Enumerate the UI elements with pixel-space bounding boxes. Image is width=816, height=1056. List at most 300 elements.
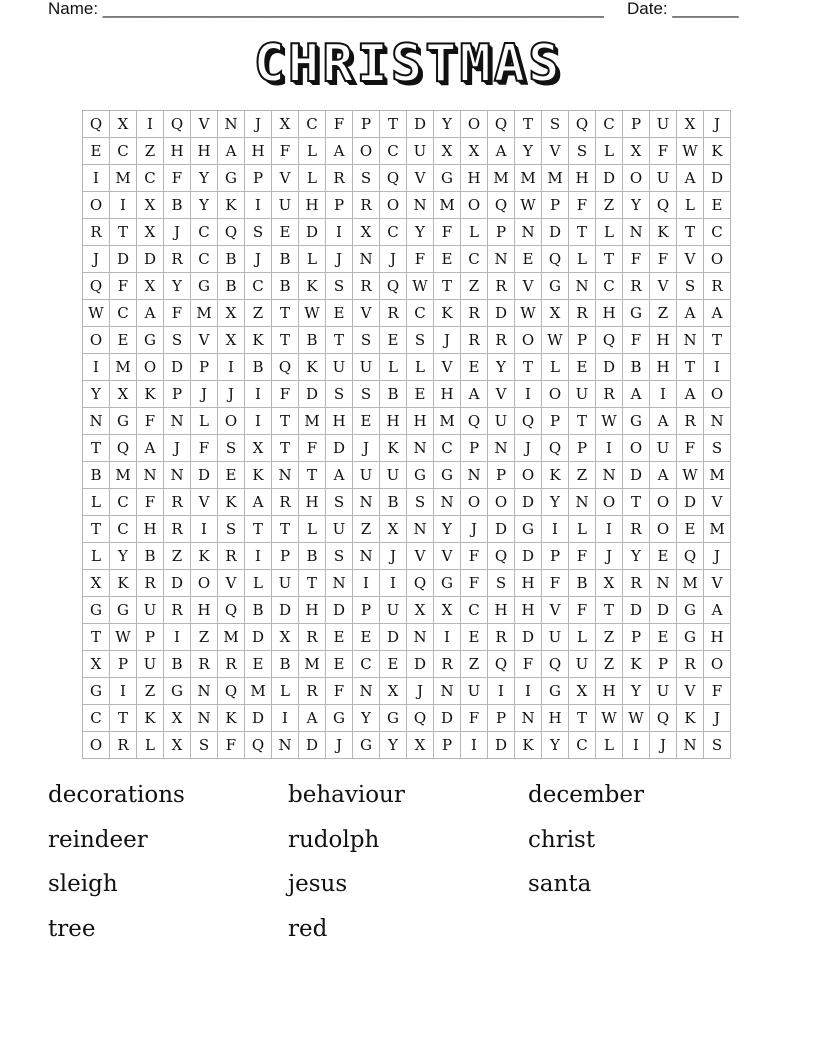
grid-cell: L [407, 354, 434, 381]
grid-cell: Q [380, 273, 407, 300]
grid-cell: L [137, 732, 164, 759]
grid-cell: L [461, 219, 488, 246]
grid-cell: C [110, 300, 137, 327]
grid-cell: Z [461, 651, 488, 678]
grid-cell: N [650, 570, 677, 597]
grid-cell: G [191, 273, 218, 300]
grid-cell: A [137, 300, 164, 327]
grid-cell: V [272, 165, 299, 192]
grid-cell: X [407, 732, 434, 759]
grid-cell: E [218, 462, 245, 489]
grid-cell: V [677, 678, 704, 705]
grid-cell: M [245, 678, 272, 705]
grid-cell: A [326, 462, 353, 489]
grid-cell: L [380, 354, 407, 381]
grid-cell: C [299, 111, 326, 138]
grid-cell: Z [137, 678, 164, 705]
grid-cell: D [677, 489, 704, 516]
grid-cell: J [515, 435, 542, 462]
grid-cell: X [461, 138, 488, 165]
word-list-item: sleigh [48, 871, 118, 897]
grid-cell: N [191, 678, 218, 705]
grid-cell: S [326, 273, 353, 300]
grid-cell: O [488, 489, 515, 516]
grid-cell: Q [110, 435, 137, 462]
grid-cell: U [326, 516, 353, 543]
grid-cell: I [515, 381, 542, 408]
grid-cell: G [542, 273, 569, 300]
grid-cell: Z [569, 462, 596, 489]
grid-cell: M [488, 165, 515, 192]
grid-cell: F [461, 570, 488, 597]
grid-cell: F [677, 435, 704, 462]
grid-cell: Y [542, 489, 569, 516]
grid-cell: F [218, 732, 245, 759]
grid-cell: C [596, 273, 623, 300]
grid-cell: P [461, 435, 488, 462]
grid-cell: U [353, 462, 380, 489]
grid-cell: D [515, 624, 542, 651]
grid-cell: J [191, 381, 218, 408]
grid-cell: D [272, 597, 299, 624]
grid-cell: F [326, 111, 353, 138]
grid-cell: U [380, 462, 407, 489]
grid-cell: S [704, 435, 731, 462]
grid-cell: H [299, 192, 326, 219]
grid-cell: Q [488, 192, 515, 219]
grid-cell: D [164, 354, 191, 381]
grid-cell: I [380, 570, 407, 597]
grid-cell: R [353, 192, 380, 219]
grid-cell: A [704, 597, 731, 624]
grid-cell: H [380, 408, 407, 435]
grid-cell: O [704, 381, 731, 408]
grid-cell: Y [191, 165, 218, 192]
grid-cell: N [515, 705, 542, 732]
grid-cell: J [353, 435, 380, 462]
grid-cell: U [407, 138, 434, 165]
grid-cell: E [650, 624, 677, 651]
grid-cell: E [380, 651, 407, 678]
grid-cell: R [623, 516, 650, 543]
grid-cell: I [461, 732, 488, 759]
grid-cell: C [83, 705, 110, 732]
grid-cell: E [272, 219, 299, 246]
grid-cell: N [407, 624, 434, 651]
grid-cell: O [515, 462, 542, 489]
grid-cell: B [299, 327, 326, 354]
grid-cell: K [434, 300, 461, 327]
word-list-item: santa [528, 871, 592, 897]
grid-cell: R [164, 516, 191, 543]
grid-cell: R [299, 624, 326, 651]
grid-cell: X [434, 138, 461, 165]
grid-cell: U [461, 678, 488, 705]
word-list-item: red [288, 915, 328, 942]
grid-cell: H [407, 408, 434, 435]
grid-cell: Y [623, 678, 650, 705]
grid-cell: E [353, 408, 380, 435]
grid-cell: H [245, 138, 272, 165]
grid-cell: Y [488, 354, 515, 381]
grid-cell: K [542, 462, 569, 489]
grid-cell: S [326, 381, 353, 408]
grid-cell: S [407, 327, 434, 354]
grid-cell: J [704, 705, 731, 732]
grid-cell: M [542, 165, 569, 192]
grid-cell: H [299, 489, 326, 516]
grid-cell: F [164, 300, 191, 327]
grid-cell: M [677, 570, 704, 597]
grid-cell: F [164, 165, 191, 192]
grid-cell: N [272, 732, 299, 759]
grid-cell: R [569, 300, 596, 327]
grid-cell: C [191, 219, 218, 246]
grid-cell: X [596, 570, 623, 597]
grid-cell: S [542, 111, 569, 138]
grid-cell: T [380, 111, 407, 138]
grid-cell: N [407, 192, 434, 219]
grid-cell: U [380, 597, 407, 624]
grid-cell: B [623, 354, 650, 381]
grid-cell: X [110, 381, 137, 408]
grid-cell: S [704, 732, 731, 759]
grid-cell: I [272, 705, 299, 732]
grid-cell: R [164, 246, 191, 273]
grid-cell: I [137, 111, 164, 138]
grid-cell: I [623, 732, 650, 759]
grid-cell: M [110, 165, 137, 192]
word-list-item: reindeer [48, 826, 148, 853]
grid-cell: O [191, 570, 218, 597]
grid-cell: I [542, 516, 569, 543]
grid-cell: Z [191, 624, 218, 651]
grid-cell: P [650, 651, 677, 678]
grid-cell: K [299, 273, 326, 300]
grid-cell: T [272, 300, 299, 327]
grid-cell: D [164, 570, 191, 597]
grid-cell: V [191, 111, 218, 138]
grid-cell: M [515, 165, 542, 192]
grid-cell: L [596, 219, 623, 246]
grid-cell: H [704, 624, 731, 651]
grid-cell: U [353, 354, 380, 381]
grid-cell: P [542, 408, 569, 435]
grid-cell: H [542, 705, 569, 732]
grid-cell: Z [245, 300, 272, 327]
grid-cell: Z [596, 624, 623, 651]
grid-cell: W [515, 192, 542, 219]
grid-cell: Q [218, 219, 245, 246]
grid-cell: C [434, 435, 461, 462]
grid-cell: H [515, 597, 542, 624]
grid-cell: G [623, 300, 650, 327]
grid-cell: W [677, 462, 704, 489]
grid-cell: D [110, 246, 137, 273]
grid-cell: P [434, 732, 461, 759]
grid-cell: V [434, 354, 461, 381]
grid-cell: G [677, 597, 704, 624]
grid-cell: L [542, 354, 569, 381]
grid-cell: O [623, 165, 650, 192]
grid-cell: Y [191, 192, 218, 219]
grid-cell: Q [650, 192, 677, 219]
grid-cell: L [299, 165, 326, 192]
grid-cell: I [596, 516, 623, 543]
grid-cell: H [596, 300, 623, 327]
grid-cell: U [137, 597, 164, 624]
grid-cell: H [191, 597, 218, 624]
grid-cell: H [326, 408, 353, 435]
grid-cell: V [650, 273, 677, 300]
grid-cell: M [191, 300, 218, 327]
grid-cell: E [83, 138, 110, 165]
grid-cell: E [461, 624, 488, 651]
grid-cell: Z [353, 516, 380, 543]
grid-cell: L [596, 138, 623, 165]
grid-cell: Z [650, 300, 677, 327]
grid-cell: Q [272, 354, 299, 381]
grid-cell: O [623, 435, 650, 462]
grid-cell: P [137, 624, 164, 651]
grid-cell: L [569, 624, 596, 651]
grid-cell: Q [569, 111, 596, 138]
grid-cell: R [191, 651, 218, 678]
grid-cell: O [704, 651, 731, 678]
grid-cell: L [191, 408, 218, 435]
grid-cell: Z [137, 138, 164, 165]
grid-cell: L [272, 678, 299, 705]
grid-cell: Y [380, 732, 407, 759]
grid-cell: R [353, 273, 380, 300]
grid-cell: B [218, 246, 245, 273]
grid-cell: Q [488, 543, 515, 570]
word-list-item: december [528, 782, 644, 808]
grid-cell: N [353, 678, 380, 705]
grid-cell: E [407, 381, 434, 408]
grid-cell: C [569, 732, 596, 759]
grid-cell: Q [461, 408, 488, 435]
word-list-item: rudolph [288, 826, 380, 853]
grid-cell: I [353, 570, 380, 597]
date-field-label: Date: _______ [627, 0, 739, 18]
grid-cell: E [245, 651, 272, 678]
grid-cell: X [164, 705, 191, 732]
grid-cell: S [353, 381, 380, 408]
grid-cell: X [110, 111, 137, 138]
grid-cell: P [569, 327, 596, 354]
grid-cell: S [191, 732, 218, 759]
grid-cell: Z [596, 651, 623, 678]
grid-cell: I [245, 381, 272, 408]
grid-cell: F [137, 489, 164, 516]
grid-cell: I [245, 543, 272, 570]
grid-cell: J [164, 435, 191, 462]
grid-cell: N [407, 435, 434, 462]
grid-cell: G [326, 705, 353, 732]
grid-cell: X [380, 516, 407, 543]
grid-cell: P [542, 543, 569, 570]
grid-cell: V [191, 327, 218, 354]
grid-cell: H [569, 165, 596, 192]
grid-cell: Y [542, 732, 569, 759]
grid-cell: M [110, 354, 137, 381]
grid-cell: T [326, 327, 353, 354]
grid-cell: U [542, 624, 569, 651]
grid-cell: X [569, 678, 596, 705]
grid-cell: Y [110, 543, 137, 570]
grid-cell: Q [488, 111, 515, 138]
grid-cell: Y [623, 543, 650, 570]
grid-cell: D [137, 246, 164, 273]
grid-cell: W [677, 138, 704, 165]
name-field-label: Name: _____________________________________________________ [48, 0, 604, 18]
grid-cell: A [677, 300, 704, 327]
grid-cell: V [191, 489, 218, 516]
grid-cell: J [164, 219, 191, 246]
grid-cell: N [434, 678, 461, 705]
grid-cell: J [704, 543, 731, 570]
word-list-item: jesus [288, 871, 348, 897]
grid-cell: X [83, 570, 110, 597]
grid-cell: E [353, 624, 380, 651]
grid-cell: C [110, 138, 137, 165]
grid-cell: B [569, 570, 596, 597]
grid-cell: J [434, 327, 461, 354]
grid-cell: C [380, 138, 407, 165]
grid-cell: N [623, 219, 650, 246]
grid-cell: I [83, 165, 110, 192]
grid-cell: T [299, 462, 326, 489]
grid-cell: B [380, 489, 407, 516]
grid-cell: F [569, 543, 596, 570]
grid-cell: N [515, 219, 542, 246]
grid-cell: M [704, 516, 731, 543]
grid-cell: V [218, 570, 245, 597]
grid-cell: D [191, 462, 218, 489]
grid-cell: P [488, 462, 515, 489]
grid-cell: P [353, 597, 380, 624]
grid-cell: R [488, 624, 515, 651]
grid-cell: V [515, 273, 542, 300]
grid-cell: S [218, 516, 245, 543]
grid-cell: W [596, 408, 623, 435]
grid-cell: I [218, 354, 245, 381]
grid-cell: H [137, 516, 164, 543]
grid-cell: E [704, 192, 731, 219]
grid-cell: F [650, 138, 677, 165]
grid-cell: G [110, 597, 137, 624]
grid-cell: T [272, 516, 299, 543]
grid-cell: C [596, 111, 623, 138]
grid-cell: E [677, 516, 704, 543]
grid-cell: A [677, 381, 704, 408]
grid-cell: S [353, 327, 380, 354]
grid-cell: K [299, 354, 326, 381]
grid-cell: V [542, 597, 569, 624]
grid-cell: D [596, 165, 623, 192]
grid-cell: G [407, 462, 434, 489]
grid-cell: H [299, 597, 326, 624]
grid-cell: D [245, 705, 272, 732]
grid-cell: L [677, 192, 704, 219]
grid-cell: F [434, 219, 461, 246]
grid-cell: B [380, 381, 407, 408]
grid-cell: R [272, 489, 299, 516]
grid-cell: Q [515, 408, 542, 435]
grid-cell: T [515, 354, 542, 381]
grid-cell: N [83, 408, 110, 435]
grid-cell: K [191, 543, 218, 570]
grid-cell: K [245, 327, 272, 354]
grid-cell: B [245, 597, 272, 624]
grid-cell: R [434, 651, 461, 678]
grid-cell: W [623, 705, 650, 732]
grid-cell: K [515, 732, 542, 759]
grid-cell: B [299, 543, 326, 570]
grid-cell: X [83, 651, 110, 678]
grid-cell: N [434, 489, 461, 516]
grid-cell: N [272, 462, 299, 489]
grid-cell: C [353, 651, 380, 678]
grid-cell: E [380, 327, 407, 354]
grid-cell: D [704, 165, 731, 192]
grid-cell: S [326, 543, 353, 570]
grid-cell: K [704, 138, 731, 165]
grid-cell: E [650, 543, 677, 570]
grid-cell: Q [380, 165, 407, 192]
grid-cell: Q [542, 435, 569, 462]
grid-cell: D [488, 732, 515, 759]
grid-cell: V [704, 489, 731, 516]
grid-cell: C [110, 516, 137, 543]
grid-cell: Y [434, 516, 461, 543]
grid-cell: S [569, 138, 596, 165]
grid-cell: I [596, 435, 623, 462]
grid-cell: D [299, 381, 326, 408]
grid-cell: Y [623, 192, 650, 219]
grid-cell: K [677, 705, 704, 732]
grid-cell: Q [245, 732, 272, 759]
grid-cell: Q [488, 651, 515, 678]
grid-cell: O [461, 192, 488, 219]
grid-cell: F [704, 678, 731, 705]
grid-cell: S [326, 489, 353, 516]
grid-cell: X [623, 138, 650, 165]
grid-cell: G [434, 570, 461, 597]
grid-cell: W [110, 624, 137, 651]
grid-cell: A [623, 381, 650, 408]
grid-cell: P [488, 219, 515, 246]
grid-cell: U [569, 651, 596, 678]
grid-cell: J [218, 381, 245, 408]
grid-cell: B [245, 354, 272, 381]
grid-cell: U [272, 570, 299, 597]
grid-cell: G [542, 678, 569, 705]
grid-cell: R [164, 489, 191, 516]
word-list-item: christ [528, 826, 596, 853]
grid-cell: T [704, 327, 731, 354]
grid-cell: D [488, 516, 515, 543]
grid-cell: M [434, 408, 461, 435]
grid-cell: F [515, 651, 542, 678]
grid-cell: I [110, 678, 137, 705]
grid-cell: H [515, 570, 542, 597]
grid-cell: R [704, 273, 731, 300]
grid-cell: P [353, 111, 380, 138]
grid-cell: N [164, 408, 191, 435]
grid-cell: F [272, 381, 299, 408]
